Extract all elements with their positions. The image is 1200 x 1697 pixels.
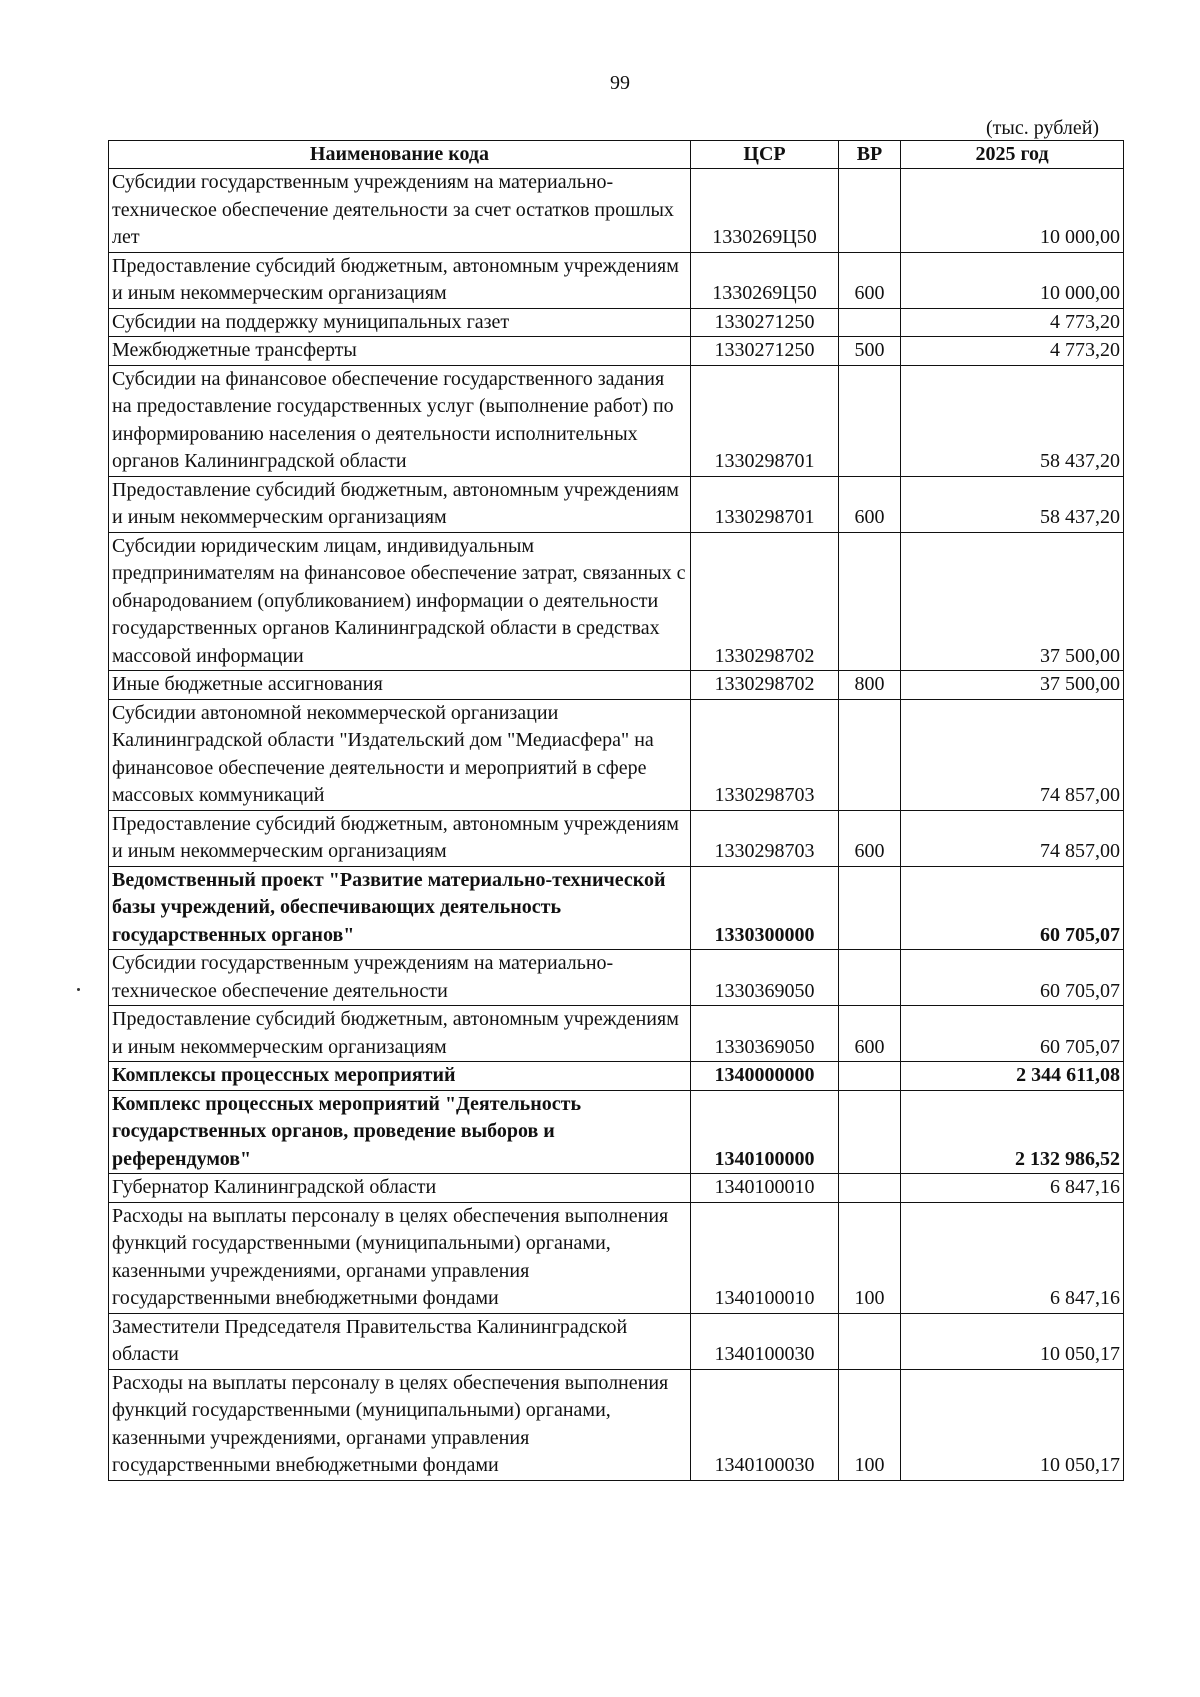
row-csr: 1330298701 — [691, 365, 839, 476]
row-vr: 500 — [839, 337, 901, 366]
table-row — [109, 1062, 1124, 1091]
row-name: Предоставление субсидий бюджетным, автономным учреждениям и иным некоммерческим организациям — [109, 1006, 691, 1062]
row-amount: 37 500,00 — [901, 532, 1124, 671]
row-name: Заместители Председателя Правительства Калининградской области — [109, 1313, 691, 1369]
row-csr: 1330369050 — [691, 1006, 839, 1062]
row-name: Субсидии на финансовое обеспечение государственного задания на предоставление государственных услуг (выполнение работ) по информированию населения о деятельности исполнительных органов Калининградской области — [109, 365, 691, 476]
row-csr: 1340000000 — [691, 1062, 839, 1091]
row-csr: 1330298703 — [691, 699, 839, 810]
page-number: 99 — [610, 72, 630, 94]
table-row — [109, 950, 1124, 1006]
row-amount: 60 705,07 — [901, 950, 1124, 1006]
row-csr: 1330369050 — [691, 950, 839, 1006]
row-vr: 600 — [839, 810, 901, 866]
table-row — [109, 810, 1124, 866]
row-amount: 74 857,00 — [901, 699, 1124, 810]
row-name: Расходы на выплаты персоналу в целях обеспечения выполнения функций государственными (муниципальными) органами, казенными учреждениями, органами управления государственными внебюджетными фондами — [109, 1202, 691, 1313]
column-header-vr: ВР — [839, 141, 901, 169]
row-csr: 1340100010 — [691, 1174, 839, 1203]
table-row — [109, 866, 1124, 950]
table-row — [109, 1006, 1124, 1062]
row-vr — [839, 169, 901, 253]
table-header-row — [109, 141, 1124, 169]
row-name: Субсидии на поддержку муниципальных газет — [109, 308, 691, 337]
table-row — [109, 476, 1124, 532]
row-vr — [839, 1062, 901, 1091]
row-amount: 58 437,20 — [901, 476, 1124, 532]
row-vr — [839, 365, 901, 476]
scan-dot — [77, 988, 80, 991]
row-csr: 1330298703 — [691, 810, 839, 866]
table-row — [109, 169, 1124, 253]
row-name: Межбюджетные трансферты — [109, 337, 691, 366]
row-amount: 10 050,17 — [901, 1369, 1124, 1480]
table-row — [109, 337, 1124, 366]
row-amount: 2 132 986,52 — [901, 1090, 1124, 1174]
table-row — [109, 308, 1124, 337]
column-header-year: 2025 год — [901, 141, 1124, 169]
table-row — [109, 532, 1124, 671]
row-amount: 6 847,16 — [901, 1202, 1124, 1313]
row-amount: 10 050,17 — [901, 1313, 1124, 1369]
row-csr: 1330298702 — [691, 671, 839, 700]
table-row — [109, 1313, 1124, 1369]
table-body — [109, 169, 1124, 1481]
row-vr: 600 — [839, 252, 901, 308]
row-csr: 1330298701 — [691, 476, 839, 532]
row-name: Предоставление субсидий бюджетным, автономным учреждениям и иным некоммерческим организациям — [109, 810, 691, 866]
row-vr — [839, 950, 901, 1006]
row-vr: 100 — [839, 1369, 901, 1480]
row-vr — [839, 1090, 901, 1174]
row-amount: 37 500,00 — [901, 671, 1124, 700]
table-row — [109, 1369, 1124, 1480]
row-amount: 4 773,20 — [901, 337, 1124, 366]
row-name: Расходы на выплаты персоналу в целях обеспечения выполнения функций государственными (муниципальными) органами, казенными учреждениями, органами управления государственными внебюджетными фондами — [109, 1369, 691, 1480]
row-name: Ведомственный проект "Развитие материально-технической базы учреждений, обеспечивающих деятельность государственных органов" — [109, 866, 691, 950]
table-row — [109, 365, 1124, 476]
row-amount: 74 857,00 — [901, 810, 1124, 866]
table-row — [109, 671, 1124, 700]
row-amount: 58 437,20 — [901, 365, 1124, 476]
row-vr — [839, 699, 901, 810]
row-name: Губернатор Калининградской области — [109, 1174, 691, 1203]
row-name: Комплексы процессных мероприятий — [109, 1062, 691, 1091]
row-vr: 800 — [839, 671, 901, 700]
row-amount: 6 847,16 — [901, 1174, 1124, 1203]
budget-table — [108, 140, 1124, 1481]
row-vr: 100 — [839, 1202, 901, 1313]
row-name: Субсидии государственным учреждениям на материально-техническое обеспечение деятельности — [109, 950, 691, 1006]
units-label: (тыс. рублей) — [986, 117, 1100, 139]
row-csr: 1340100010 — [691, 1202, 839, 1313]
row-csr: 1330271250 — [691, 337, 839, 366]
row-vr — [839, 866, 901, 950]
table-row — [109, 252, 1124, 308]
row-csr: 1340100030 — [691, 1313, 839, 1369]
row-csr: 1330271250 — [691, 308, 839, 337]
table-row — [109, 699, 1124, 810]
row-vr: 600 — [839, 1006, 901, 1062]
row-amount: 2 344 611,08 — [901, 1062, 1124, 1091]
column-header-name: Наименование кода — [109, 141, 691, 169]
row-vr — [839, 1313, 901, 1369]
table-row — [109, 1090, 1124, 1174]
table-row — [109, 1202, 1124, 1313]
row-name: Субсидии автономной некоммерческой организации Калининградской области "Издательский дом "Медиасфера" на финансовое обеспечение деятельности и мероприятий в сфере массовых коммуникаций — [109, 699, 691, 810]
row-name: Субсидии юридическим лицам, индивидуальным предпринимателям на финансовое обеспечение затрат, связанных с обнародованием (опубликованием) информации о деятельности государственных органов Калининградской области в средствах массовой информации — [109, 532, 691, 671]
row-amount: 60 705,07 — [901, 1006, 1124, 1062]
column-header-csr: ЦСР — [691, 141, 839, 169]
row-amount: 10 000,00 — [901, 169, 1124, 253]
row-name: Субсидии государственным учреждениям на материально-техническое обеспечение деятельности за счет остатков прошлых лет — [109, 169, 691, 253]
row-name: Предоставление субсидий бюджетным, автономным учреждениям и иным некоммерческим организациям — [109, 476, 691, 532]
row-csr: 1340100000 — [691, 1090, 839, 1174]
row-amount: 4 773,20 — [901, 308, 1124, 337]
row-amount: 10 000,00 — [901, 252, 1124, 308]
row-name: Иные бюджетные ассигнования — [109, 671, 691, 700]
row-csr: 1330269Ц50 — [691, 169, 839, 253]
row-vr — [839, 532, 901, 671]
table-row — [109, 1174, 1124, 1203]
row-csr: 1340100030 — [691, 1369, 839, 1480]
row-name: Предоставление субсидий бюджетным, автономным учреждениям и иным некоммерческим организациям — [109, 252, 691, 308]
row-csr: 1330300000 — [691, 866, 839, 950]
row-amount: 60 705,07 — [901, 866, 1124, 950]
row-csr: 1330269Ц50 — [691, 252, 839, 308]
row-vr — [839, 1174, 901, 1203]
row-name: Комплекс процессных мероприятий "Деятельность государственных органов, проведение выборов и референдумов" — [109, 1090, 691, 1174]
row-vr: 600 — [839, 476, 901, 532]
row-csr: 1330298702 — [691, 532, 839, 671]
row-vr — [839, 308, 901, 337]
